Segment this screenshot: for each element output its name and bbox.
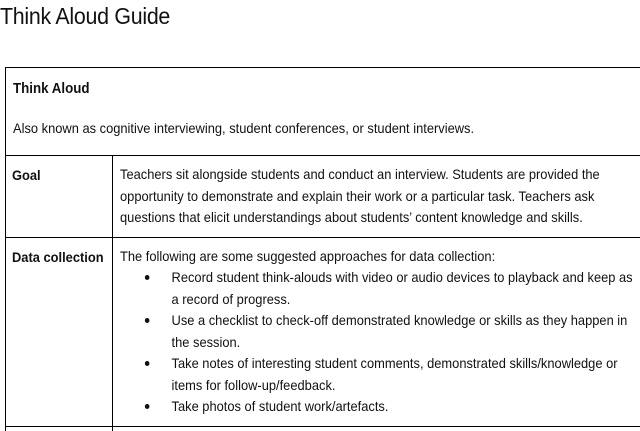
data-collection-content [120,246,635,418]
list-item-text: Take photos of student work/artefacts. [171,396,635,418]
data-collection-intro: The following are some suggested approaches for data collection: [120,246,635,268]
list-item [142,396,635,418]
row-label-cell [6,426,113,431]
list-item-text: Use a checklist to check-off demonstrated knowledge or skills as they happen in the session. [171,310,635,353]
think-aloud-table [5,67,640,431]
bullet-dot-icon [144,404,149,409]
row-content-cell [112,426,640,431]
list-item-text: Take notes of interesting student comments, demonstrated skills/knowledge or items for follow-up/feedback. [171,353,635,396]
list-item [142,310,635,353]
table-row-data-collection [6,237,640,426]
bullet-dot-icon [144,275,149,280]
row-content-cell [112,156,640,238]
data-collection-list [120,267,635,418]
row-label-data-collection: Data collection [12,247,104,269]
table-description: Also known as cognitive interviewing, student conferences, or student interviews. [13,118,630,140]
bullet-dot-icon [144,361,149,366]
page-title: Think Aloud Guide [0,2,170,30]
table-row-next [6,426,640,431]
row-label-cell [6,237,113,426]
row-label-cell [6,156,113,238]
list-item [142,267,635,310]
table-title: Think Aloud [13,79,630,101]
row-label-goal: Goal [12,165,104,187]
goal-text: Teachers sit alongside students and conduct an interview. Students are provided the opportunity to demonstrate and explain their work or a particular task. Teachers ask questions that elicit understandings about students’ content knowledge and skills. [120,164,633,229]
row-content-cell [112,237,640,426]
list-item-text: Record student think-alouds with video or audio devices to playback and keep as a record of progress. [171,267,635,310]
table-row-goal [6,156,640,238]
table-header-cell [6,68,640,156]
list-item [142,353,635,396]
bullet-dot-icon [144,318,149,323]
table-header-row [6,68,640,156]
